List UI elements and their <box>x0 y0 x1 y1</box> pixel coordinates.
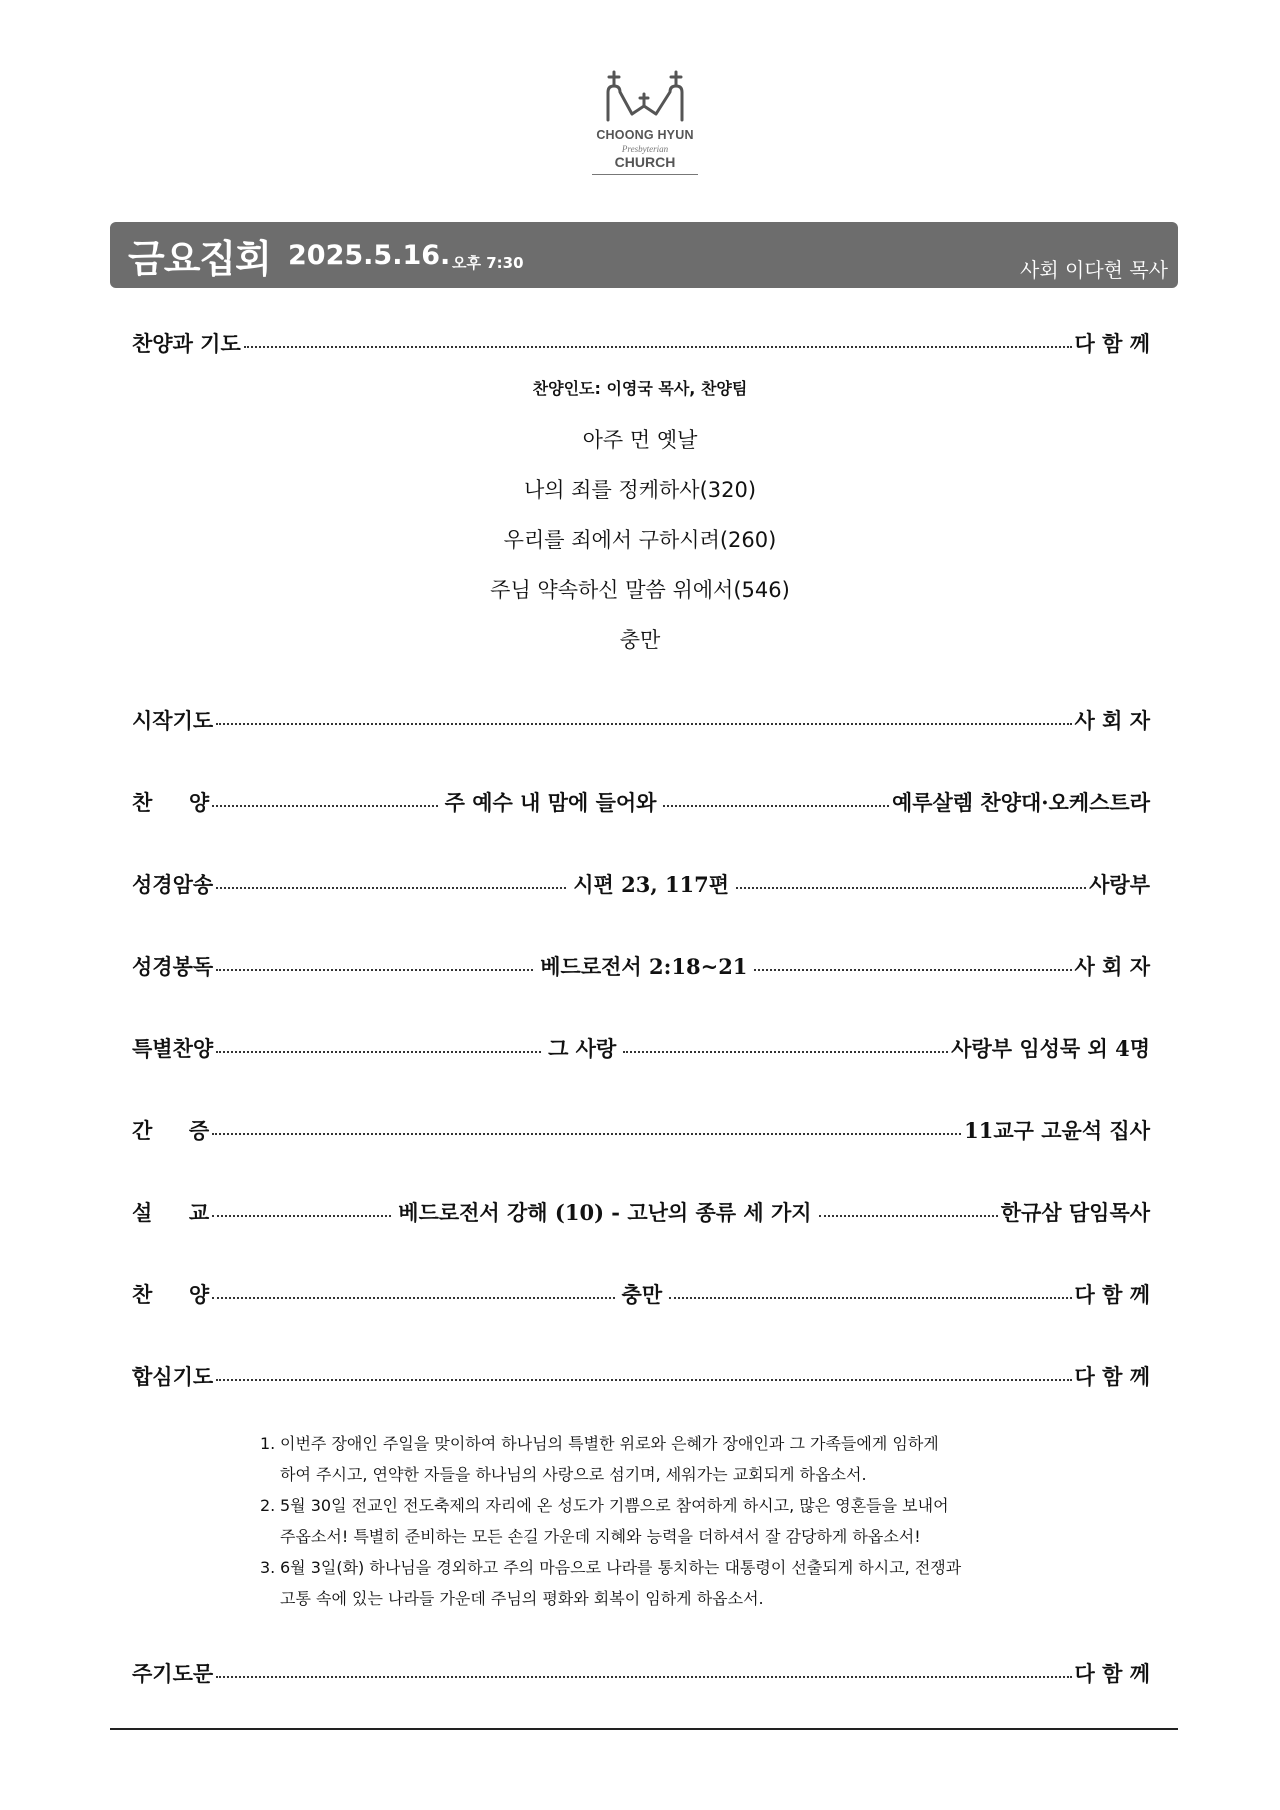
order-row-scripture-reading <box>132 949 1150 983</box>
dotted-leader <box>212 1133 961 1135</box>
order-detail: 주 예수 내 맘에 들어와 <box>444 790 657 815</box>
dotted-leader <box>212 1215 391 1217</box>
order-responsible: 사 회 자 <box>1074 954 1151 979</box>
order-row-opening-prayer <box>132 703 1150 737</box>
prayer-topic <box>260 1552 1040 1614</box>
church-logo <box>590 70 700 180</box>
prayer-number: 1. <box>260 1434 276 1453</box>
order-responsible: 다 함 께 <box>1074 331 1150 356</box>
order-responsible: 다 함 께 <box>1074 1661 1150 1686</box>
order-responsible: 한규삼 담임목사 <box>1000 1200 1151 1225</box>
dotted-leader <box>736 887 1086 889</box>
dotted-leader <box>216 723 1071 725</box>
song-item: 우리를 죄에서 구하시려(260) <box>503 528 777 552</box>
prayer-topic <box>260 1428 1040 1490</box>
order-row-united-prayer <box>132 1359 1150 1393</box>
order-detail: 그 사랑 <box>548 1036 617 1061</box>
dotted-leader <box>212 1297 614 1299</box>
prayer-line: 고통 속에 있는 나라들 가운데 주님의 평화와 회복이 임하게 하옵소서. <box>280 1589 764 1608</box>
dotted-leader <box>216 1379 1071 1381</box>
church-spires-icon <box>600 70 690 122</box>
service-header-banner <box>110 222 1178 288</box>
order-label: 설 교 <box>132 1200 210 1225</box>
service-date: 2025.5.16. <box>288 240 451 271</box>
order-detail: 베드로전서 강해 (10) - 고난의 종류 세 가지 <box>398 1200 812 1225</box>
order-row-lords-prayer <box>132 1656 1150 1690</box>
order-responsible: 사 회 자 <box>1074 708 1150 733</box>
order-label: 성경암송 <box>132 872 214 897</box>
order-row-closing-hymn <box>132 1277 1150 1311</box>
prayer-line: 6월 3일(화) 하나님을 경외하고 주의 마음으로 나라를 통치하는 대통령이 선출되게 하시고, 전쟁과 <box>280 1558 962 1577</box>
order-responsible: 예루살렘 찬양대·오케스트라 <box>891 790 1150 815</box>
order-label: 성경봉독 <box>132 954 214 979</box>
dotted-leader <box>819 1215 998 1217</box>
logo-divider <box>592 174 698 175</box>
service-time: 오후 7:30 <box>452 254 524 272</box>
order-detail: 베드로전서 2:18~21 <box>540 954 748 979</box>
order-label: 찬양과 기도 <box>132 331 241 356</box>
dotted-leader <box>212 805 437 807</box>
prayer-topic <box>260 1490 1040 1552</box>
service-host: 사회 이다현 목사 <box>1020 258 1168 282</box>
order-row-testimony <box>132 1113 1150 1147</box>
bottom-divider <box>110 1728 1178 1730</box>
order-detail: 충만 <box>621 1282 663 1307</box>
order-label: 간 증 <box>132 1118 210 1143</box>
dotted-leader <box>216 1676 1071 1678</box>
dotted-leader <box>754 969 1071 971</box>
order-label: 찬 양 <box>132 790 210 815</box>
order-responsible: 11교구 고윤석 집사 <box>964 1118 1150 1143</box>
order-row-sermon <box>132 1195 1150 1229</box>
prayer-number: 2. <box>260 1496 276 1515</box>
dotted-leader <box>623 1051 948 1053</box>
order-label: 시작기도 <box>132 708 214 733</box>
dotted-leader <box>216 887 566 889</box>
logo-line1: CHOONG HYUN <box>596 128 694 142</box>
dotted-leader <box>244 346 1072 348</box>
order-label: 찬 양 <box>132 1282 210 1307</box>
dotted-leader <box>663 805 888 807</box>
order-detail: 시편 23, 117편 <box>573 872 730 897</box>
prayer-line: 이번주 장애인 주일을 맞이하여 하나님의 특별한 위로와 은혜가 장애인과 그 가족들에게 임하게 <box>280 1434 939 1453</box>
order-row-praise-prayer <box>132 326 1150 360</box>
order-label: 주기도문 <box>132 1661 214 1686</box>
order-responsible: 사랑부 임성묵 외 4명 <box>951 1036 1151 1061</box>
logo-line2: Presbyterian <box>621 144 669 154</box>
prayer-line: 5월 30일 전교인 전도축제의 자리에 온 성도가 기쁨으로 참여하게 하시고, 많은 영혼들을 보내어 <box>280 1496 949 1515</box>
dotted-leader <box>216 969 533 971</box>
service-title: 금요집회 <box>128 237 271 281</box>
order-label: 합심기도 <box>132 1364 214 1389</box>
song-item: 주님 약속하신 말씀 위에서(546) <box>490 578 790 602</box>
praise-leader: 찬양인도: 이영국 목사, 찬양팀 <box>532 379 748 398</box>
song-item: 충만 <box>619 628 661 652</box>
prayer-number: 3. <box>260 1558 276 1577</box>
order-responsible: 다 함 께 <box>1074 1364 1150 1389</box>
order-row-special-music <box>132 1031 1150 1065</box>
dotted-leader <box>216 1051 541 1053</box>
prayer-line: 주옵소서! 특별히 준비하는 모든 손길 가운데 지혜와 능력을 더하셔서 잘 감당하게 하옵소서! <box>280 1527 921 1546</box>
order-label: 특별찬양 <box>132 1036 214 1061</box>
song-item: 나의 죄를 정케하사(320) <box>523 478 757 502</box>
logo-line3: CHURCH <box>614 154 676 170</box>
order-row-scripture-recitation <box>132 867 1150 901</box>
prayer-line: 하여 주시고, 연약한 자들을 하나님의 사랑으로 섬기며, 세워가는 교회되게 하옵소서. <box>280 1465 867 1484</box>
prayer-topics-list <box>260 1428 1040 1614</box>
order-responsible: 사랑부 <box>1089 872 1150 897</box>
dotted-leader <box>669 1297 1071 1299</box>
song-item: 아주 먼 옛날 <box>582 428 698 452</box>
order-responsible: 다 함 께 <box>1074 1282 1151 1307</box>
order-row-hymn <box>132 785 1150 819</box>
